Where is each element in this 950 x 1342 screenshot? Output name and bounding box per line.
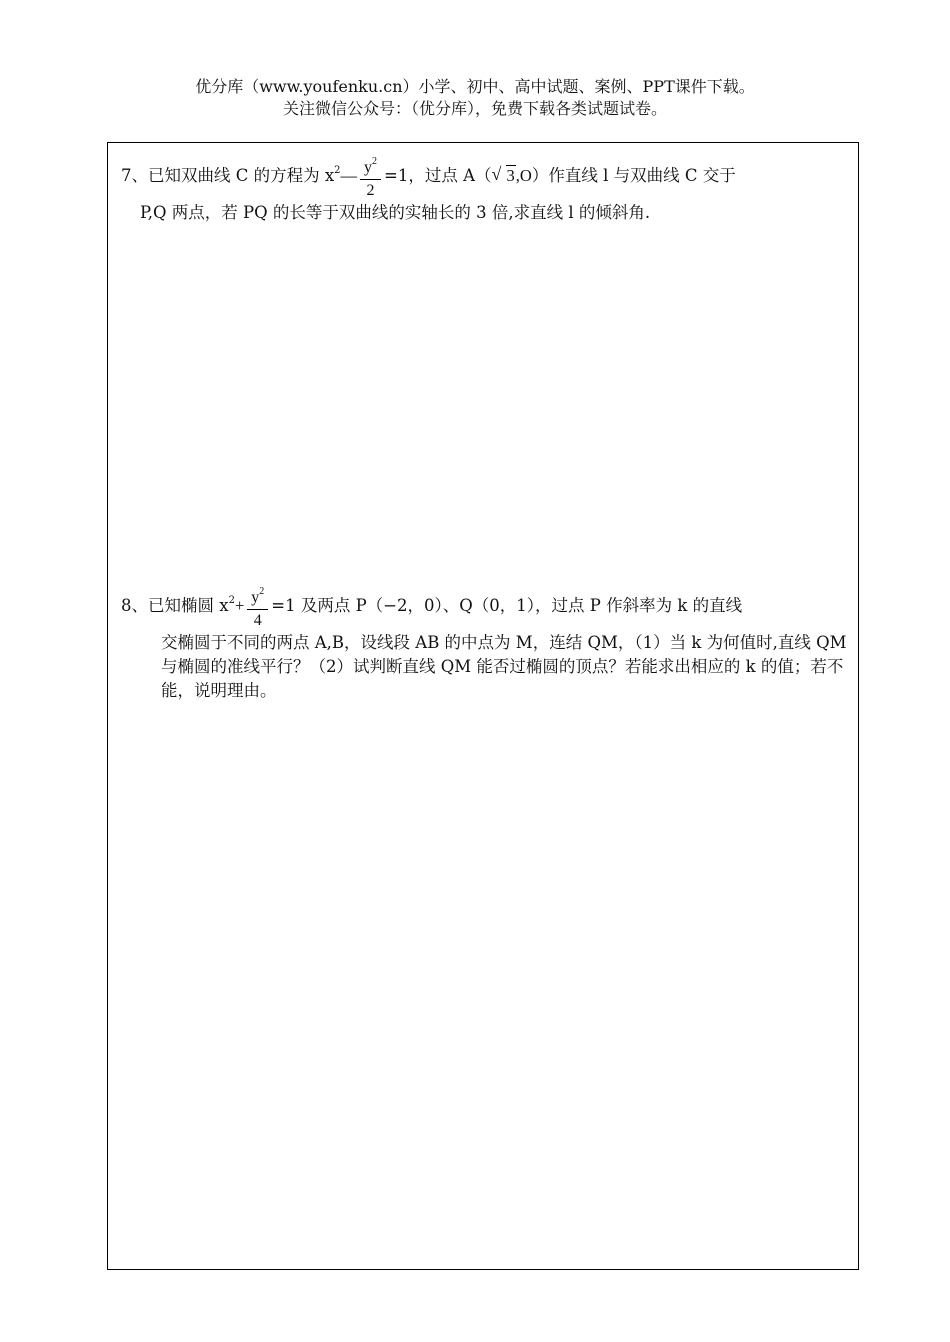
sqrt-icon: √	[491, 164, 502, 184]
q7-point-tail: ,O	[515, 166, 532, 185]
q7-suffix: ）作直线 l 与双曲线 C 交于	[531, 166, 736, 185]
header-line-2: 关注微信公众号：（优分库），免费下载各类试题试卷。	[282, 99, 667, 118]
page-header	[0, 76, 950, 120]
q7-x-exponent: 2	[334, 165, 341, 176]
question-8-line-1	[121, 582, 851, 631]
q8-suffix: =1 及两点 P（−2，0）、Q（0，1），过点 P 作斜率为 k 的直线	[271, 596, 743, 615]
question-8	[121, 582, 851, 703]
q7-minus: —	[340, 166, 358, 185]
q8-frac-numerator-exp: 2	[259, 586, 265, 597]
question-7-line-1	[121, 152, 851, 201]
answer-frame	[107, 142, 859, 1270]
q7-frac-numerator: y	[364, 159, 373, 176]
question-8-body: 交椭圆于不同的两点 A,B，设线段 AB 的中点为 M，连结 QM，（1）当 k 为何值时,直线 QM 与椭圆的准线平行？（2）试判断直线 QM 能否过椭圆的顶点？若能求出相应的 k 的值；若不能，说明理由。	[161, 633, 847, 700]
question-7-line-2: P,Q 两点，若 PQ 的长等于双曲线的实轴长的 3 倍,求直线 l 的倾斜角.	[140, 203, 651, 222]
q7-sqrt	[492, 164, 516, 188]
q7-sqrt-value: 3	[506, 166, 515, 185]
q8-prefix: 8、已知椭圆 x	[121, 596, 229, 615]
q7-eq-after: =1，过点 A（	[384, 166, 492, 185]
q7-frac-numerator-exp: 2	[372, 156, 378, 167]
header-line-1: 优分库（www.youfenku.cn）小学、初中、高中试题、案例、PPT课件下载。	[195, 77, 755, 96]
q7-prefix: 7、已知双曲线 C 的方程为 x	[121, 166, 335, 185]
q8-frac-numerator: y	[251, 589, 260, 606]
q8-fraction	[247, 582, 268, 631]
q7-frac-denominator: 2	[366, 182, 375, 199]
q8-frac-denominator: 4	[253, 612, 262, 629]
q8-plus: +	[234, 596, 245, 615]
q8-x-exponent: 2	[228, 595, 235, 606]
question-7	[121, 152, 851, 225]
q7-fraction	[360, 152, 381, 201]
